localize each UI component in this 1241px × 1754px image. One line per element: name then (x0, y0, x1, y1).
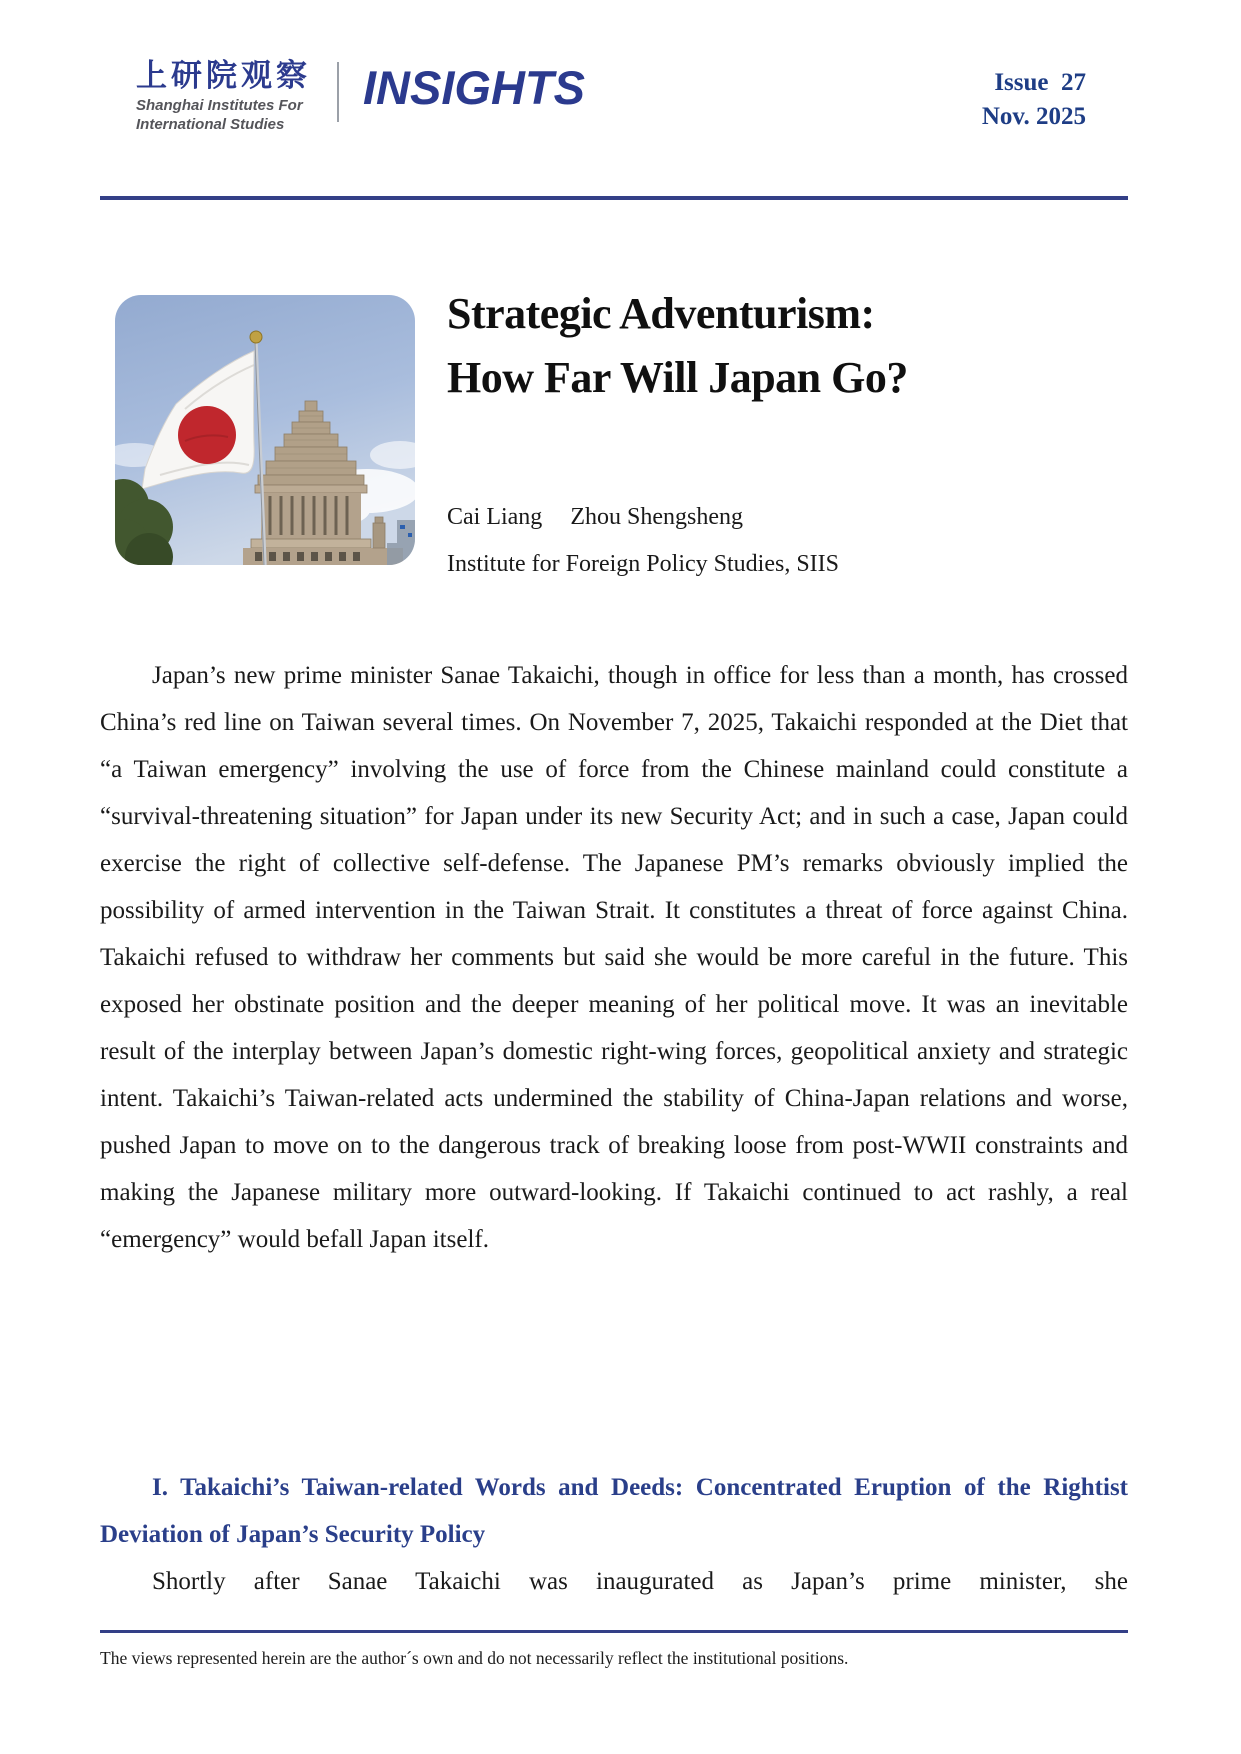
siis-logo-chinese: 上研院观察 (136, 58, 311, 94)
siis-logo-org-name (136, 96, 311, 134)
paragraph-intro: Japan’s new prime minister Sanae Takaichi, though in office for less than a month, has crossed China’s red line on Taiwan several times. On November 7, 2025, Takaichi responded at the Diet that “a Taiwan emergency” involving the use of force from the Chinese mainland could constitute a “survival-threatening situation” for Japan under its new Security Act; and in such a case, Japan could exercise the right of collective self-defense. The Japanese PM’s remarks obviously implied the possibility of armed intervention in the Taiwan Strait. It constitutes a threat of force against China. Takaichi refused to withdraw her comments but said she would be more careful in the future. This exposed her obstinate position and the deeper meaning of her political move. It was an inevitable result of the interplay between Japan’s domestic right-wing forces, geopolitical anxiety and strategic intent. Takaichi’s Taiwan-related acts undermined the stability of China-Japan relations and worse, pushed Japan to move on to the dangerous track of breaking loose from post-WWII constraints and making the Japanese military more outward-looking. If Takaichi continued to act rashly, a real “emergency” would befall Japan itself. (100, 662, 1128, 1253)
base-wing (243, 548, 403, 565)
article-title-line1: Strategic Adventurism: (447, 289, 875, 338)
article-title-line2: How Far Will Japan Go? (447, 353, 908, 402)
section-1-heading: I. Takaichi’s Taiwan-related Words and Deeds: Concentrated Eruption of the Rightist Deviation of Japan’s Security Policy (100, 1474, 1128, 1548)
issue-number: Issue 27 (994, 69, 1086, 96)
hero-image-japan-diet-flag (115, 295, 415, 565)
tower-cornice (255, 485, 367, 493)
header-rule (100, 196, 1128, 200)
lower-band (251, 539, 371, 548)
publication-brand: INSIGHTS (363, 61, 585, 114)
siis-logo (136, 58, 311, 134)
header-divider (337, 62, 339, 122)
side-lantern (373, 517, 385, 548)
author-2: Zhou Shengsheng (570, 504, 743, 530)
siis-org-line1: Shanghai Institutes For (136, 97, 303, 114)
footer-rule (100, 1630, 1128, 1633)
pole-finial (250, 331, 262, 343)
issue-date: Nov. 2025 (981, 103, 1086, 130)
article-header (447, 282, 1047, 588)
page-header (100, 58, 1128, 134)
article-authors (447, 494, 1047, 541)
author-1: Cai Liang (447, 504, 543, 530)
footer-disclaimer: The views represented herein are the author´s own and do not necessarily reflect the institutional positions. (100, 1648, 849, 1668)
issue-info (982, 66, 1128, 134)
article-affiliation: Institute for Foreign Policy Studies, SIIS (447, 551, 839, 577)
siis-org-line2: International Studies (136, 116, 285, 133)
paragraph-section1-first-line: Shortly after Sanae Takaichi was inaugurated as Japan’s prime minister, she (152, 1568, 1128, 1595)
